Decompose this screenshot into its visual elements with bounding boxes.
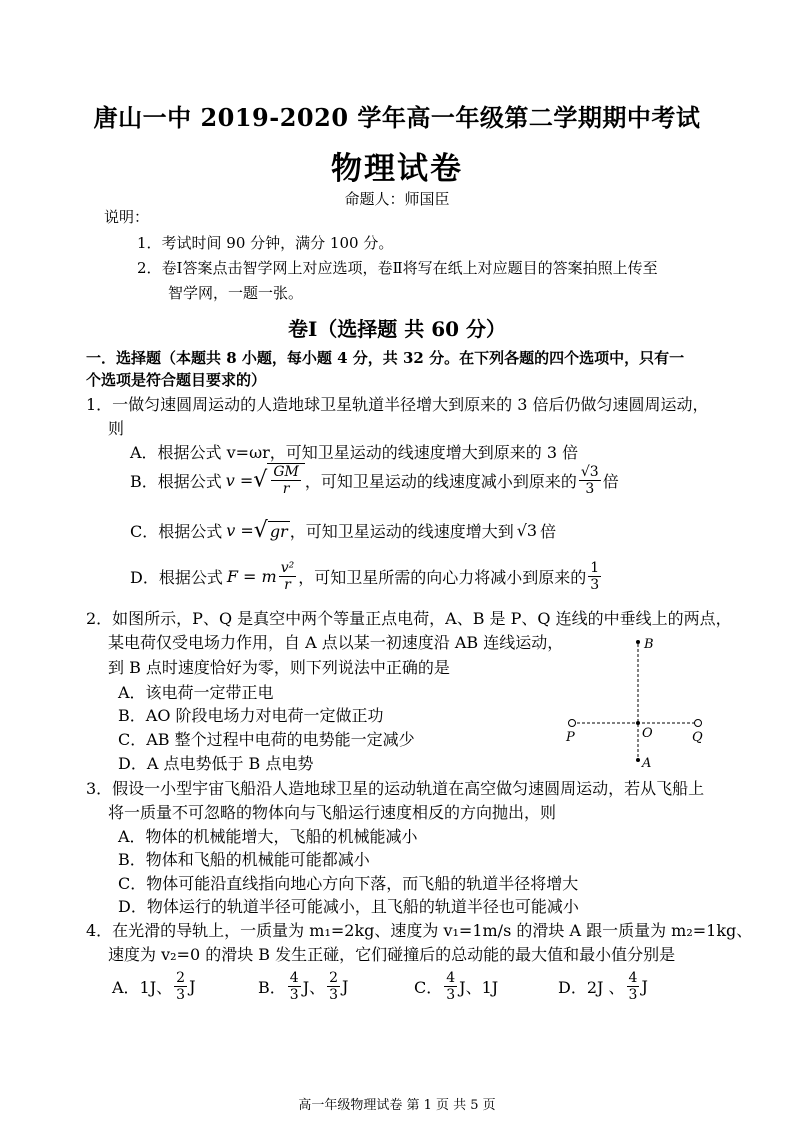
section-title: 卷Ⅰ（选择题 共 60 分）	[287, 317, 507, 341]
part-heading: 一．选择题（本题共 8 小题，每小题 4 分，共 32 分。在下列各题的四个选项中，只有一	[86, 349, 685, 367]
note-item: 智学网，一题一张。	[168, 284, 304, 302]
question-stem: 到 B 点时速度恰好为零，则下列说法中正确的是	[108, 658, 450, 677]
label-a: A	[642, 756, 652, 771]
question-stem: 3．假设一小型宇宙飞船沿人造地球卫星的运动轨道在高空做匀速圆周运动，若从飞船上	[86, 779, 705, 798]
label-q: Q	[692, 730, 703, 745]
question-stem: 2．如图所示，P、Q 是真空中两个等量正点电荷，A、B 是 P、Q 连线的中垂线上的两点，	[86, 609, 732, 628]
option-d: D．物体运行的轨道半径可能减小，且飞船的轨道半径也可能减小	[118, 897, 579, 916]
question-stem: 速度为 v₂=0 的滑块 B 发生正碰，它们碰撞后的总动能的最大值和最小值分别是	[108, 945, 676, 964]
option-c: C．AB 整个过程中电荷的电势能一定减少	[118, 730, 415, 749]
question-stem: 则	[108, 419, 125, 438]
option-c: C．根据公式 v = √ gr ，可知卫星运动的线速度增大到 √3 倍	[130, 518, 557, 543]
option-b: B．根据公式 v = √ $\frac{GM}{r}$ ，可知卫星运动的线速度减小到原来的 $\frac{√3}{3}$ 倍	[130, 463, 619, 497]
point-b	[636, 640, 640, 644]
note-item: 1．考试时间 90 分钟，满分 100 分。	[137, 234, 394, 252]
notes-label: 说明：	[104, 208, 150, 226]
option-a: A．该电荷一定带正电	[118, 683, 274, 702]
option-d: D．A 点电势低于 B 点电势	[118, 754, 314, 773]
question-stem: 1．一做匀速圆周运动的人造地球卫星轨道半径增大到原来的 3 倍后仍做匀速圆周运动，	[86, 395, 709, 414]
option-b: B． $\frac{4}{3}$ J、 $\frac{2}{3}$ J	[258, 970, 349, 1003]
question-stem: 某电荷仅受电场力作用，自 A 点以某一初速度沿 AB 连线运动，	[108, 633, 564, 652]
point-a	[636, 758, 640, 762]
label-b: B	[644, 637, 654, 652]
label-p: P	[566, 730, 575, 745]
option-c: C． $\frac{4}{3}$ J、1J	[414, 970, 499, 1003]
label-o: O	[642, 726, 653, 741]
charge-p	[569, 720, 576, 727]
option-a: A．根据公式 v=ωr，可知卫星运动的线速度增大到原来的 3 倍	[130, 443, 579, 462]
note-item: 2．卷Ⅰ答案点击智学网上对应选项，卷Ⅱ将写在纸上对应题目的答案拍照上传至	[137, 259, 658, 277]
page-footer: 高一年级物理试卷 第 1 页 共 5 页	[298, 1098, 496, 1113]
option-a: A．物体的机械能增大，飞船的机械能减小	[118, 827, 418, 846]
charge-q	[695, 720, 702, 727]
option-b: B．物体和飞船的机械能可能都减小	[118, 850, 370, 869]
option-c: C．物体可能沿直线指向地心方向下落，而飞船的轨道半径将增大	[118, 874, 579, 893]
exam-title: 唐山一中 2019-2020 学年高一年级第二学期期中考试	[93, 103, 701, 132]
question-stem: 将一质量不可忽略的物体向与飞船运行速度相反的方向抛出，则	[108, 803, 557, 822]
option-d: D．2J 、 $\frac{4}{3}$ J	[558, 970, 648, 1003]
question-stem: 4．在光滑的导轨上，一质量为 m₁=2kg、速度为 v₁=1m/s 的滑块 A 跟一质量为 m₂=1kg、	[86, 921, 753, 940]
subject-title: 物理试卷	[331, 151, 463, 187]
charge-figure	[560, 630, 720, 775]
option-d: D．根据公式 F = m $\frac{\text{v²}}{r}$ ，可知卫星所需的向心力将减小到原来的 $\frac{1}{3}$	[130, 560, 600, 593]
author-line: 命题人：师国臣	[344, 190, 450, 208]
option-b: B．AO 阶段电场力对电荷一定做正功	[118, 706, 384, 725]
part-heading: 个选项是符合题目要求的）	[86, 371, 267, 389]
point-o	[636, 721, 640, 725]
option-a: A．1J、 $\frac{2}{3}$ J	[112, 970, 196, 1003]
